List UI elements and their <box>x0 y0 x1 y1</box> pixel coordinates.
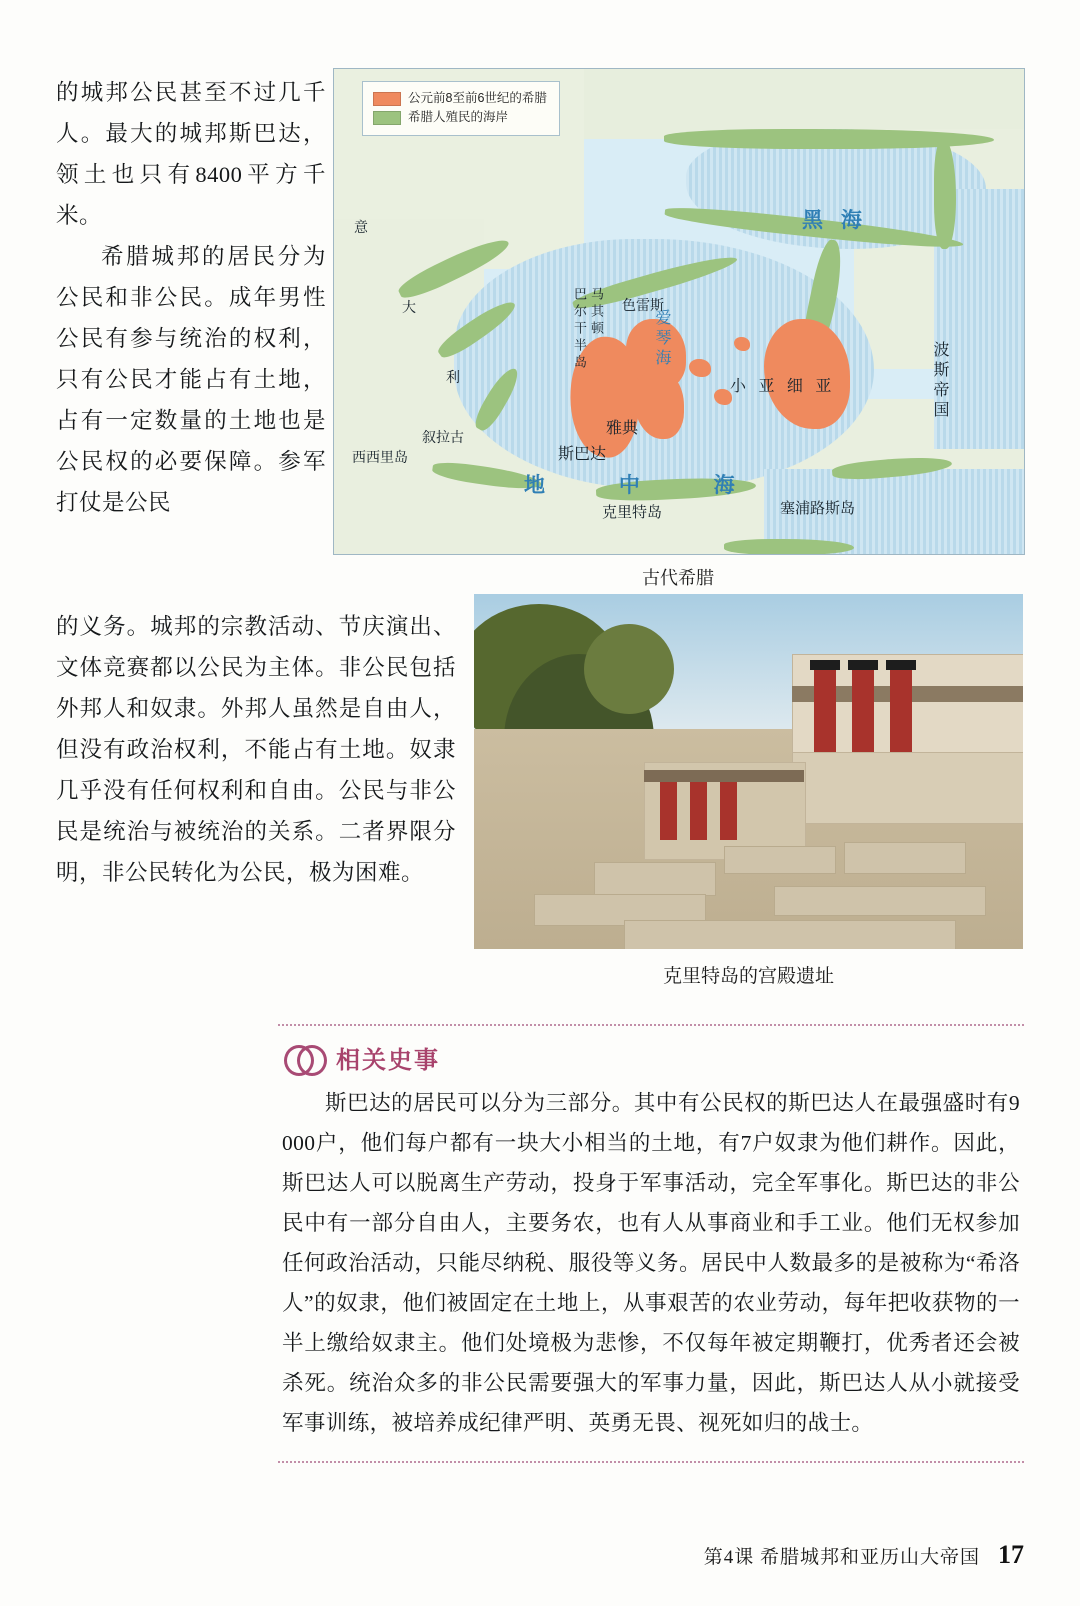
footer-page-number: 17 <box>998 1540 1024 1569</box>
footer-chapter: 第4课 希腊城邦和亚历山大帝国 <box>703 1547 980 1568</box>
map-label-black-sea: 黑 海 <box>802 209 868 232</box>
map-label-sicily: 西西里岛 <box>352 449 408 465</box>
legend-swatch-colony <box>373 111 401 125</box>
map-figure <box>333 68 1023 590</box>
related-history-note <box>278 1024 1024 1463</box>
note-divider-top <box>278 1024 1024 1026</box>
map-label-syracuse: 叙拉古 <box>422 429 464 445</box>
map-caption: 古代希腊 <box>642 568 714 588</box>
map-label-italy-3: 利 <box>446 369 460 385</box>
legend-item-colony <box>373 108 547 127</box>
map-label-thrace: 色雷斯 <box>622 297 664 313</box>
map-label-asia-minor: 小 亚 细 亚 <box>730 378 836 395</box>
palace-ruins-photo <box>474 594 1023 949</box>
map-label-balkan: 巴尔干半岛 <box>572 287 587 372</box>
map-label-athens: 雅典 <box>606 420 639 437</box>
rings-icon <box>284 1042 324 1074</box>
page-footer <box>704 1540 1024 1570</box>
legend-item-greece <box>373 89 547 108</box>
note-header <box>284 1040 1024 1075</box>
map-label-crete: 克里特岛 <box>602 504 663 521</box>
photo-caption: 克里特岛的宫殿遗址 <box>662 966 834 987</box>
map-image <box>333 68 1025 555</box>
legend-swatch-greece <box>373 92 401 106</box>
map-label-mediterranean: 地 中 海 <box>524 474 769 497</box>
paragraph-1: 的城邦公民甚至不过几千人。最大的城邦斯巴达，领土也只有8400平方千米。 <box>56 80 326 228</box>
map-label-persia: 波斯帝国 <box>931 341 948 421</box>
paragraph-2: 希腊城邦的居民分为公民和非公民。成年男性公民有参与统治的权利，只有公民才能占有土地，占有一定数量的土地也是公民权的必要保障。参军打仗是公民 <box>56 244 326 515</box>
photo-figure <box>474 594 1023 988</box>
map-label-macedonia: 马其顿 <box>589 287 604 338</box>
map-label-aegean-sea: 爱琴海 <box>653 309 670 369</box>
body-text-wide <box>56 606 456 893</box>
legend-label-greece: 公元前8至前6世纪的希腊 <box>408 91 547 105</box>
paragraph-3: 的义务。城邦的宗教活动、节庆演出、文体竞赛都以公民为主体。非公民包括外邦人和奴隶。外邦人虽然是自由人，但没有政治权利，不能占有土地。奴隶几乎没有任何权利和自由。公民与非公民是统治与被统治的关系。二者界限分明，非公民转化为公民，极为困难。 <box>56 614 456 885</box>
map-legend <box>362 81 560 136</box>
note-body: 斯巴达的居民可以分为三部分。其中有公民权的斯巴达人在最强盛时有9 000户，他们每户都有一块大小相当的土地，有7户奴隶为他们耕作。因此，斯巴达人可以脱离生产劳动，投身于军事活动，完全军事化。斯巴达的非公民中有一部分自由人，主要务农，也有人从事商业和手工业。他们无权参加任何政治活动，只能尽纳税、服役等义务。居民中人数最多的是被称为“希洛人”的奴隶，他们被固定在土地上，从事艰苦的农业劳动，每年把收获物的一半上缴给奴隶主。他们处境极为悲惨，不仅每年被定期鞭打，优秀者还会被杀死。统治众多的非公民需要强大的军事力量，因此，斯巴达人从小就接受军事训练，被培养成纪律严明、英勇无畏、视死如归的战士。 <box>282 1091 1020 1435</box>
note-title: 相关史事 <box>336 1048 440 1074</box>
body-text-column <box>56 72 326 523</box>
map-label-sparta: 斯巴达 <box>558 446 607 463</box>
legend-label-colony: 希腊人殖民的海岸 <box>408 110 509 124</box>
map-label-italy-2: 大 <box>402 299 416 315</box>
map-label-italy-1: 意 <box>354 219 368 235</box>
note-divider-bottom <box>278 1461 1024 1463</box>
map-label-cyprus: 塞浦路斯岛 <box>780 500 856 517</box>
